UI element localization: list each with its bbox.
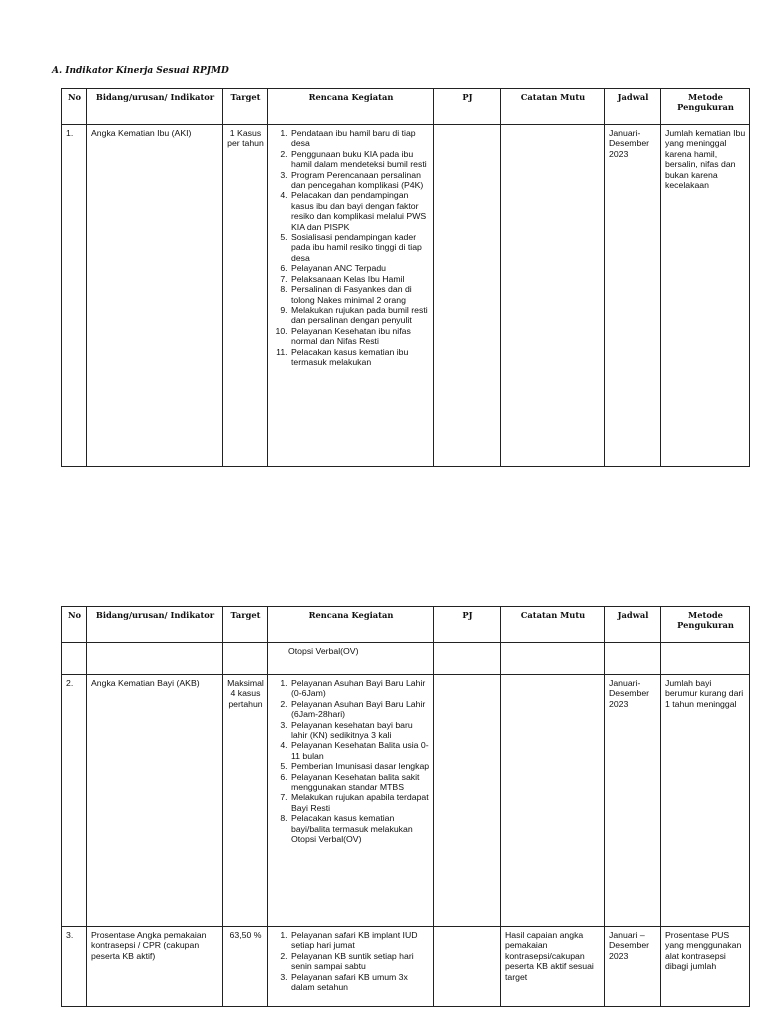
- section-heading: A. Indikator Kinerja Sesuai RPJMD: [52, 66, 229, 76]
- col-header-catatan: Catatan Mutu: [501, 89, 605, 125]
- col-header-jadwal: Jadwal: [605, 89, 661, 125]
- indicator-table-1: [61, 88, 750, 467]
- row-no: 3.: [62, 927, 87, 1007]
- kegiatan-item: 2. Pelayanan Asuhan Bayi Baru Lahir (6Jam-28hari): [290, 699, 430, 720]
- kegiatan-item: 2. Pelayanan KB suntik setiap hari senin sampai sabtu: [290, 951, 430, 972]
- kegiatan-item: 6. Pelayanan Kesehatan balita sakit menggunakan standar MTBS: [290, 772, 430, 793]
- kegiatan-item: 3. Program Perencanaan persalinan dan pencegahan komplikasi (P4K): [290, 170, 430, 191]
- kegiatan-item: 6. Pelayanan ANC Terpadu: [290, 263, 430, 273]
- col-header-indikator: Bidang/urusan/ Indikator: [87, 89, 223, 125]
- row-target: Maksimal 4 kasus pertahun: [223, 675, 268, 927]
- row-pj: [434, 675, 501, 927]
- kegiatan-item: 8. Pelacakan kasus kematian bayi/balita termasuk melakukan Otopsi Verbal(OV): [290, 813, 430, 844]
- kegiatan-list: [272, 678, 430, 845]
- kegiatan-item: 9. Melakukan rujukan pada bumil resti dan persalinan dengan penyulit: [290, 305, 430, 326]
- kegiatan-item: 7. Melakukan rujukan apabila terdapat Bayi Resti: [290, 792, 430, 813]
- col-header-kegiatan: Rencana Kegiatan: [268, 607, 434, 643]
- kegiatan-item: 11. Pelacakan kasus kematian ibu termasuk melakukan: [290, 347, 430, 368]
- kegiatan-item: 1. Pendataan ibu hamil baru di tiap desa: [290, 128, 430, 149]
- col-header-pj: PJ: [434, 607, 501, 643]
- col-header-metode: Metode Pengukuran: [661, 607, 750, 643]
- col-header-indikator: Bidang/urusan/ Indikator: [87, 607, 223, 643]
- col-header-target: Target: [223, 89, 268, 125]
- kegiatan-item: 7. Pelaksanaan Kelas Ibu Hamil: [290, 274, 430, 284]
- col-header-no: No: [62, 607, 87, 643]
- table-row: [62, 675, 750, 927]
- kegiatan-item: 5. Sosialisasi pendampingan kader pada ibu hamil resiko tinggi di tiap desa: [290, 232, 430, 263]
- row-no: 2.: [62, 675, 87, 927]
- col-header-no: No: [62, 89, 87, 125]
- row-catatan: Hasil capaian angka pemakaian kontrasepsi/cakupan peserta KB aktif sesuai target: [501, 927, 605, 1007]
- row-target: 1 Kasus per tahun: [223, 125, 268, 467]
- row-metode: Prosentase PUS yang menggunakan alat kontrasepsi dibagi jumlah: [661, 927, 750, 1007]
- kegiatan-list: [272, 128, 430, 367]
- row-jadwal: Januari – Desember 2023: [605, 927, 661, 1007]
- row-pj: [434, 927, 501, 1007]
- kegiatan-item: 2. Penggunaan buku KIA pada ibu hamil dalam mendeteksi bumil resti: [290, 149, 430, 170]
- row-kegiatan: [268, 675, 434, 927]
- row-indikator: Prosentase Angka pemakaian kontrasepsi / CPR (cakupan peserta KB aktif): [87, 927, 223, 1007]
- indicator-table-2: [61, 606, 750, 1007]
- col-header-kegiatan: Rencana Kegiatan: [268, 89, 434, 125]
- kegiatan-item: 5. Pemberian Imunisasi dasar lengkap: [290, 761, 430, 771]
- table-header-row: [62, 607, 750, 643]
- col-header-catatan: Catatan Mutu: [501, 607, 605, 643]
- row-kegiatan: [268, 927, 434, 1007]
- col-header-pj: PJ: [434, 89, 501, 125]
- kegiatan-item: 1. Pelayanan safari KB implant IUD setiap hari jumat: [290, 930, 430, 951]
- col-header-target: Target: [223, 607, 268, 643]
- kegiatan-item: 3. Pelayanan safari KB umum 3x dalam setahun: [290, 972, 430, 993]
- kegiatan-item: 3. Pelayanan kesehatan bayi baru lahir (KN) sedikitnya 3 kali: [290, 720, 430, 741]
- kegiatan-item: 4. Pelayanan Kesehatan Balita usia 0-11 bulan: [290, 740, 430, 761]
- table-row-continuation: [62, 643, 750, 675]
- kegiatan-item: 10. Pelayanan Kesehatan ibu nifas normal dan Nifas Resti: [290, 326, 430, 347]
- table-header-row: [62, 89, 750, 125]
- col-header-metode: Metode Pengukuran: [661, 89, 750, 125]
- kegiatan-item: 8. Persalinan di Fasyankes dan di tolong Nakes minimal 2 orang: [290, 284, 430, 305]
- row-indikator: Angka Kematian Bayi (AKB): [87, 675, 223, 927]
- table-row: [62, 927, 750, 1007]
- row-indikator: Angka Kematian Ibu (AKI): [87, 125, 223, 467]
- row-pj: [434, 125, 501, 467]
- row-metode: Jumlah bayi berumur kurang dari 1 tahun meninggal: [661, 675, 750, 927]
- table-row: [62, 125, 750, 467]
- row-catatan: [501, 675, 605, 927]
- row-no: 1.: [62, 125, 87, 467]
- kegiatan-item: 4. Pelacakan dan pendampingan kasus ibu dan bayi dengan faktor resiko dan komplikasi melalui PWS KIA dan PISPK: [290, 190, 430, 232]
- row-jadwal: Januari-Desember 2023: [605, 125, 661, 467]
- kegiatan-item: 1. Pelayanan Asuhan Bayi Baru Lahir (0-6Jam): [290, 678, 430, 699]
- row-jadwal: Januari-Desember 2023: [605, 675, 661, 927]
- continuation-text: Otopsi Verbal(OV): [268, 643, 434, 675]
- row-target: 63,50 %: [223, 927, 268, 1007]
- row-metode: Jumlah kematian Ibu yang meninggal karena hamil, bersalin, nifas dan bukan karena kecelakaan: [661, 125, 750, 467]
- kegiatan-list: [272, 930, 430, 992]
- col-header-jadwal: Jadwal: [605, 607, 661, 643]
- row-kegiatan: [268, 125, 434, 467]
- row-catatan: [501, 125, 605, 467]
